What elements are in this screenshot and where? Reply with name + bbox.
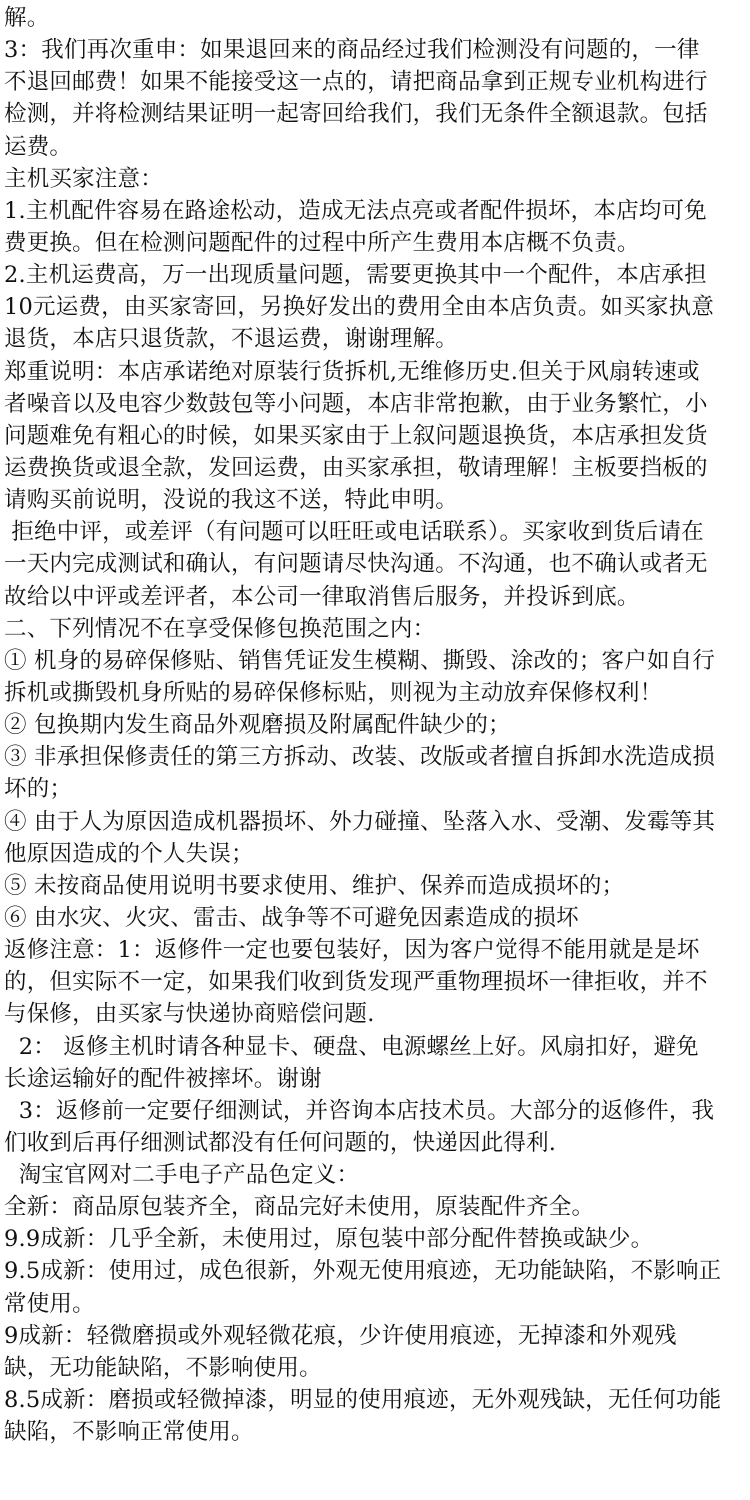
text-line: 一天内完成测试和确认，有问题请尽快沟通。不沟通，也不确认或者无 (4, 551, 708, 578)
text-line: 长途运输好的配件被摔坏。谢谢 (4, 1065, 322, 1092)
definition-line: 9成新：轻微磨损或外观轻微花痕，少许使用痕迹，无掉漆和外观残 (4, 1322, 677, 1349)
list-item: ① 机身的易碎保修贴、销售凭证发生模糊、撕毁、涂改的；客户如自行 (4, 647, 716, 674)
text-line: 请购买前说明，没说的我这不送，特此申明。 (4, 487, 459, 514)
definition-line: 8.5成新：磨损或轻微掉漆，明显的使用痕迹，无外观残缺，无任何功能 (4, 1387, 722, 1414)
text-line: 退货，本店只退货款，不退运费，谢谢理解。 (4, 326, 459, 353)
list-item: ⑥ 由水灾、火灾、雷击、战争等不可避免因素造成的损坏 (4, 904, 579, 931)
text-line: 不退回邮费！如果不能接受这一点的，请把商品拿到正规专业机构进行 (4, 69, 708, 96)
text-line: 郑重说明：本店承诺绝对原装行货拆机,无维修历史.但关于风扇转速或 (4, 358, 700, 385)
text-line: 费更换。但在检测问题配件的过程中所产生费用本店概不负责。 (4, 229, 640, 256)
text-line: 他原因造成的个人失误； (4, 840, 254, 867)
text-line: 2.主机运费高，万一出现质量问题，需要更换其中一个配件，本店承担 (4, 262, 707, 289)
list-item: ④ 由于人为原因造成机器损坏、外力碰撞、坠落入水、受潮、发霉等其 (4, 808, 716, 835)
text-line: 坏的； (4, 776, 73, 803)
text-line: 故给以中评或差评者，本公司一律取消售后服务，并投诉到底。 (4, 583, 640, 610)
list-item: ② 包换期内发生商品外观磨损及附属配件缺少的； (4, 712, 511, 739)
definition-line: 9.9成新：几乎全新，未使用过，原包装中部分配件替换或缺少。 (4, 1226, 654, 1253)
list-item: ③ 非承担保修责任的第三方拆动、改装、改版或者擅自拆卸水洗造成损 (4, 744, 716, 771)
list-item: ⑤ 未按商品使用说明书要求使用、维护、保养而造成损坏的； (4, 872, 625, 899)
text-line: 运费。 (4, 133, 73, 160)
text-line: 的，但实际不一定，如果我们收到货发现严重物理损坏一律拒收，并不 (4, 969, 708, 996)
text-line: 10元运费，由买家寄回，另换好发出的费用全由本店负责。如买家执意 (4, 294, 715, 321)
text-line: 3：返修前一定要仔细测试，并咨询本店技术员。大部分的返修件，我 (4, 1097, 715, 1124)
text-line: 解。 (4, 5, 50, 31)
text-line: 拆机或撕毁机身所贴的易碎保修标贴，则视为主动放弃保修权利！ (4, 679, 663, 706)
text-line: 者噪音以及电容少数鼓包等小问题，本店非常抱歉，由于业务繁忙，小 (4, 390, 708, 417)
section-heading: 主机买家注意： (4, 165, 163, 192)
definition-line: 9.5成新：使用过，成色很新，外观无使用痕迹，无功能缺陷，不影响正 (4, 1258, 722, 1285)
text-line: 们收到后再仔细测试都没有任何问题的，快递因此得利. (4, 1129, 557, 1156)
text-line: 运费换货或退全款，发回运费，由买家承担，敬请理解！主板要挡板的 (4, 454, 708, 481)
text-line: 返修注意：1：返修件一定也要包装好，因为客户觉得不能用就是是坏 (4, 937, 700, 964)
section-heading: 淘宝官网对二手电子产品色定义： (4, 1162, 360, 1189)
text-line: 问题难免有粗心的时候，如果买家由于上叙问题退换货，本店承担发货 (4, 422, 708, 449)
text-line: 2： 返修主机时请各种显卡、硬盘、电源螺丝上好。风扇扣好，避免 (4, 1033, 699, 1060)
text-line: 缺陷，不影响正常使用。 (4, 1419, 254, 1446)
text-line: 拒绝中评，或差评（有问题可以旺旺或电话联系）。买家收到货后请在 (4, 519, 704, 546)
text-line: 1.主机配件容易在路途松动，造成无法点亮或者配件损坏，本店均可免 (4, 197, 707, 224)
section-heading: 二、下列情况不在享受保修包换范围之内： (4, 615, 436, 642)
text-line: 常使用。 (4, 1290, 95, 1317)
text-line: 检测，并将检测结果证明一起寄回给我们，我们无条件全额退款。包括 (4, 101, 708, 128)
text-line: 缺，无功能缺陷，不影响使用。 (4, 1354, 322, 1381)
definition-line: 全新：商品原包装齐全，商品完好未使用，原装配件齐全。 (4, 1194, 595, 1221)
text-line: 3：我们再次重申：如果退回来的商品经过我们检测没有问题的，一律 (4, 37, 700, 64)
text-line: 与保修，由买家与快递协商赔偿问题. (4, 1001, 375, 1028)
